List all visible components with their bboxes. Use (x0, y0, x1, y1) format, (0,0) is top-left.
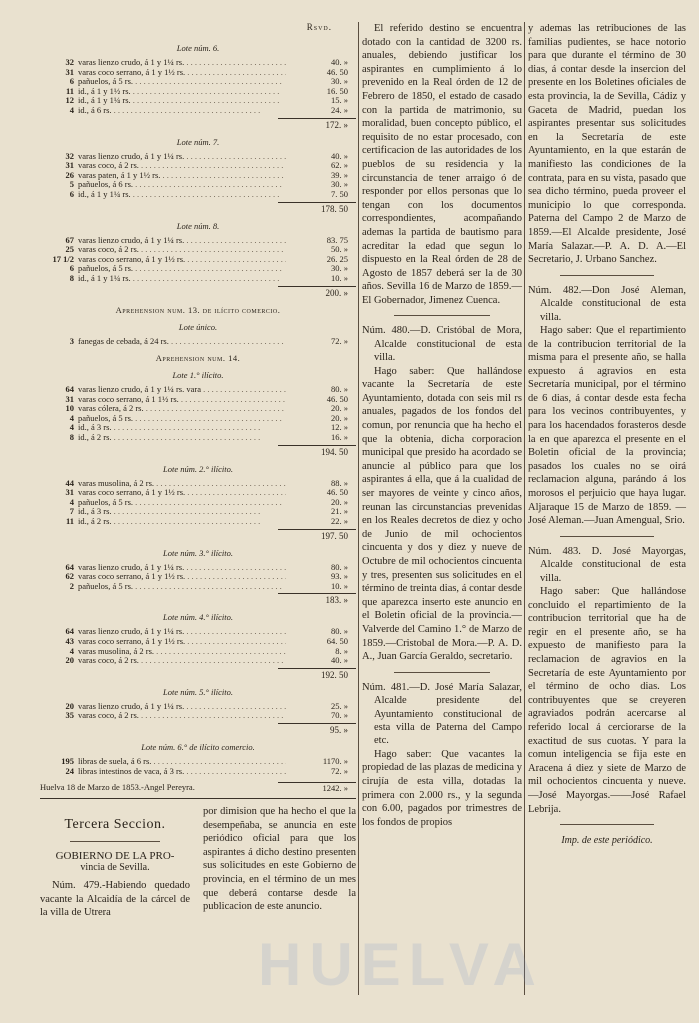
amount-cell: 70. » (331, 710, 348, 721)
description-cell: id., á 2 rs. . . . (78, 433, 286, 443)
quantity-cell: 26 (65, 169, 74, 180)
quantity-cell: 31 (65, 393, 74, 404)
amount-cell: 20. » (331, 403, 348, 414)
amount-cell: 46. 50 (326, 66, 348, 77)
quantity-cell: 64 (65, 561, 74, 572)
description-cell: varas lienzo crudo, á 1 y 1¼ rs. . . . (78, 702, 286, 712)
lot-total-value: 197. 50 (278, 529, 356, 541)
description-cell: varas coco serrano, á 1 y 1½ rs. . . . (78, 255, 286, 265)
description-cell: id., á 1 y 1½ rs. . . . (78, 87, 286, 97)
description-cell: id., á 1 y 1¼ rs. . . . (78, 190, 286, 200)
quantity-cell: 12 (65, 95, 74, 106)
quantity-cell: 31 (65, 160, 74, 171)
notice-480-heading: Núm. 480.—D. Cristóbal de Mora, Alcalde constitucional de esta villa. (362, 325, 522, 364)
amount-cell: 15. » (331, 95, 348, 106)
amount-cell: 39. » (331, 169, 348, 180)
quantity-cell: 4 (69, 104, 74, 115)
description-cell: id., á 1 y 1¼ rs. . . . (78, 274, 286, 284)
table-row (40, 395, 356, 405)
lot-groups (40, 43, 356, 298)
lot-total (40, 445, 356, 457)
description-cell: varas coco serrano, á 1 y 1½ rs. . . . (78, 572, 286, 582)
description-cell: varas coco, á 2 rs. . . . (78, 161, 286, 171)
section-title: Tercera Seccion. (64, 817, 166, 832)
description-cell: libras de suela, á 6 rs. . . . (78, 757, 286, 767)
divider (394, 315, 490, 316)
amount-cell: 80. » (331, 561, 348, 572)
quantity-cell: 62 (65, 571, 74, 582)
quantity-cell: 24 (65, 765, 74, 776)
table-row (40, 423, 356, 433)
description-cell: id., á 3 rs. . . . (78, 423, 286, 433)
divider (560, 824, 655, 825)
amount-cell: 22. » (331, 516, 348, 527)
quantity-cell: 35 (65, 710, 74, 721)
quantity-cell: 10 (65, 403, 74, 414)
amount-cell: 50. » (331, 244, 348, 255)
table-row (40, 96, 356, 106)
description-cell: varas paten, á 1 y 1½ rs. . . . (78, 171, 286, 181)
quantity-cell: 11 (65, 516, 74, 527)
quantity-cell: 17 1/2 (52, 253, 74, 264)
table-row (40, 479, 356, 489)
quantity-cell: 64 (65, 626, 74, 637)
table-row (40, 77, 356, 87)
lot-groups-ilicito (40, 370, 356, 776)
table-row (40, 563, 356, 573)
quantity-cell: 5 (69, 179, 74, 190)
amount-cell: 25. » (331, 700, 348, 711)
description-cell: varas lienzo crudo, á 1 y 1¼ rs. . . . (78, 627, 286, 637)
divider (70, 841, 160, 842)
table-row (40, 152, 356, 162)
table-row: 3 fanegas de cebada, á 24 rs. . . . 72. » (40, 337, 356, 347)
quantity-cell: 67 (65, 234, 74, 245)
divider (40, 798, 356, 799)
description-cell: pañuelos, á 5 rs. . . . (78, 264, 286, 274)
table-row (40, 414, 356, 424)
lot-title: Lote núm. 8. (176, 220, 220, 231)
table-row (40, 656, 356, 666)
table-row (40, 106, 356, 116)
description-cell: id., á 3 rs. . . . (78, 507, 286, 517)
description-cell: varas lienzo crudo, á 1 y 1¼ rs. . . . (78, 236, 286, 246)
lot-total-value: 172. » (278, 118, 356, 130)
column-3 (528, 22, 686, 846)
description-cell: varas coco serrano, á 1 y 1½ rs. . . . (78, 68, 286, 78)
notice-481-text: Hago saber: Que vacantes la propiedad de las plazas de medicina y cirujía de esta villa, dotadas la primera con 2.000 rs., y la segunda con 6.00, pagados por trimestres de los fondos de propios (362, 748, 522, 828)
description-cell: varas musolina, á 2 rs. . . . (78, 479, 286, 489)
amount-cell: 40. » (331, 655, 348, 666)
description-cell: varas coco serrano, á 1 y 1½ rs. . . . (78, 637, 286, 647)
lot-title: Lote núm. 6.° de ilícito comercio. (141, 741, 255, 752)
quantity-cell: 44 (65, 477, 74, 488)
amount-cell: 80. » (331, 626, 348, 637)
lot-title: Lote núm. 5.° ilícito. (163, 686, 233, 697)
notice-482-heading: Núm. 482.—Don José Aleman, Alcalde constitucional de esta villa. (528, 284, 686, 323)
table-row (40, 647, 356, 657)
description-cell: varas lienzo crudo, á 1 y 1¼ rs. vara . . . (78, 385, 286, 395)
description-cell: id., á 1 y 1¼ rs. . . . (78, 96, 286, 106)
quantity-cell: 20 (65, 655, 74, 666)
lot-title: Lote núm. 3.° ilícito. (163, 547, 233, 558)
amount-cell: 10. » (331, 272, 348, 283)
table-row (40, 274, 356, 284)
amount-cell: 40. » (331, 57, 348, 67)
table-row (40, 498, 356, 508)
table-row (40, 255, 356, 265)
lot-total-value: 200. » (278, 286, 356, 298)
amount-cell: 20. » (331, 412, 348, 423)
amount-cell: 26. 25 (326, 253, 348, 264)
amount-cell: 16. 50 (326, 85, 348, 96)
quantity-cell: 6 (69, 76, 74, 87)
amount-cell: 7. 50 (331, 188, 348, 199)
table-row (40, 572, 356, 582)
gov-title: GOBIERNO DE LA PRO- (55, 850, 175, 862)
lot-total-value: 183. » (278, 593, 356, 605)
table-row (40, 404, 356, 414)
table-row (40, 68, 356, 78)
description-cell: varas coco serrano, á 1 1½ rs. . . . (78, 395, 286, 405)
description-cell: varas coco, á 2 rs. . . . (78, 245, 286, 255)
description-cell: id., á 6 rs. . . . (78, 106, 286, 116)
description-cell: varas lienzo crudo, á 1 y 1¼ rs. . . . (78, 152, 286, 162)
table-row (40, 433, 356, 443)
quantity-cell: 11 (65, 85, 74, 96)
table-row (40, 702, 356, 712)
quantity-cell: 20 (65, 700, 74, 711)
quantity-cell: 32 (65, 57, 74, 67)
lote-unico-title: Lote único. (178, 321, 218, 332)
lot-title: Lote núm. 6. (176, 43, 220, 53)
quantity-cell: 31 (65, 487, 74, 498)
amount-cell: 46. 50 (326, 487, 348, 498)
amount-cell: 30. » (331, 263, 348, 274)
amount-cell: 72. » (331, 765, 348, 776)
imprint: Imp. de este periódico. (561, 835, 653, 847)
notice-482-text: Hago saber: Que el repartimiento de la contribucion territorial de la misma para el presente año, se halla expuesto á agravios en esta Secretaría municipal, por el término de 6 dias, á contar desde esta fecha para los vecinos contribuyentes, y para los hacendados forasteros desde la en que aparezca el presente en el Boletin oficial de la provincia; pasados los cuales no se oirá reclamacion alguna, parándo á los morosos el perjuicio que haya lugar. Aljaraque 15 de Marzo de 1859. —José Aleman.—Juan Amengual, Srio. (528, 324, 686, 527)
description-cell: varas coco, á 2 rs. . . . (78, 711, 286, 721)
description-cell: pañuelos, á 6 rs. . . . (78, 180, 286, 190)
lot-title: Lote núm. 2.° ilícito. (163, 463, 233, 474)
table-row (40, 264, 356, 274)
table-row (40, 87, 356, 97)
amount-cell: 12. » (331, 422, 348, 433)
description-cell: pañuelos, á 5 rs. . . . (78, 77, 286, 87)
quantity-cell: 8 (69, 432, 74, 443)
notice-481-heading: Núm. 481.—D. José María Salazar, Alcalde presidente del Ayuntamiento constitucional de esta villa de Paterna del Campo etc. (362, 681, 522, 747)
description-cell: varas cólera, á 2 rs. . . . (78, 404, 286, 414)
lot-title: Lote núm. 7. (176, 136, 220, 147)
description-cell: varas lienzo crudo, á 1 y 1¼ rs. . . . (78, 58, 286, 68)
notice-479-text: El referido destino se encuentra dotado con la cantidad de 3200 rs. anuales, debiendo justificar los aspirantes en cumplimiento á lo prevenido en la Real órden de 12 de Febrero de 1850, el estado de casado con la partida de matrimonio, su moralidad, buen concepto público, el requisito de no estar procesado, con certificacion de las autoridades de los pueblos de su residencia y la circunstancia de tener arraigo ó de responder por ellos personas que lo tengan con los documentos correspondientes, acompañando ademas la partida de bautismo para acreditar la edad que segun lo dispuesto en la Real órden de 28 de Agosto de 1857 deberá ser la de 30 años. Sevilla 16 de Marzo de 1859.—El Gobernador, Jimenez Cuenca. (362, 23, 522, 306)
table-row (40, 236, 356, 246)
table-row (40, 171, 356, 181)
description-cell: libras intestinos de vaca, á 3 rs. . . . (78, 767, 286, 777)
lot-total (40, 529, 356, 541)
description-cell: pañuelos, á 5 rs. . . . (78, 414, 286, 424)
amount-cell: 80. » (331, 384, 348, 395)
quantity-cell: 6 (69, 263, 74, 274)
table-row (40, 488, 356, 498)
description-cell: varas coco serrano, á 1 y 1½ rs. . . . (78, 488, 286, 498)
lot-total (40, 118, 356, 130)
quantity-cell: 195 (61, 755, 74, 766)
gov-subtitle: vincia de Sevilla. (80, 862, 150, 873)
description-cell: pañuelos, á 5 rs. . . . (78, 582, 286, 592)
divider (394, 672, 490, 673)
auction-table (40, 22, 356, 804)
amount-cell: 16. » (331, 432, 348, 443)
table-row (40, 767, 356, 777)
lot-total (40, 286, 356, 298)
aprehension-14: Aprehension num. 14. (155, 353, 241, 364)
table-row (40, 627, 356, 637)
quantity-cell: 2 (69, 580, 74, 591)
lot-total-value: 194. 50 (278, 445, 356, 457)
quantity-cell: 31 (65, 66, 74, 77)
amount-cell: 21. » (331, 506, 348, 517)
lot-title: Lote núm. 4.° ilícito. (163, 612, 233, 623)
table-row (40, 245, 356, 255)
lot-total (40, 202, 356, 214)
quantity-cell: 6 (69, 188, 74, 199)
lot-total (40, 593, 356, 605)
table-row (40, 582, 356, 592)
amount-cell: 46. 50 (326, 393, 348, 404)
quantity-cell: 43 (65, 636, 74, 646)
table-signature: Huelva 18 de Marzo de 1853.-Angel Pereyra. 1242. » (40, 782, 356, 793)
quantity-cell: 32 (65, 150, 74, 161)
quantity-cell: 4 (69, 422, 74, 433)
amount-cell: 30. » (331, 76, 348, 87)
description-cell: pañuelos, á 5 rs. . . . (78, 498, 286, 508)
table-row (40, 637, 356, 647)
description-cell: varas musolina, á 2 rs. . . . (78, 647, 286, 657)
column-rule-2 (524, 22, 525, 995)
table-row (40, 757, 356, 767)
quantity-cell: 25 (65, 244, 74, 255)
amount-cell: 24. » (331, 104, 348, 115)
amount-cell: 64. 50 (326, 636, 348, 646)
table-row (40, 507, 356, 517)
description-cell: id., á 2 rs. . . . (78, 517, 286, 527)
table-row (40, 711, 356, 721)
column-rule-1 (358, 22, 359, 995)
notice-479-continued: por dimision que ha hecho el que la desempeñaba, se anuncia en este periódico oficial para que los aspirantes á dicho destino presenten sus solicitudes en este Gobierno de provincia, en el término de un mes que deberá contarse desde la publicacion de este anuncio. (203, 806, 356, 913)
lot-total-value: 178. 50 (278, 202, 356, 214)
amount-cell: 40. » (331, 150, 348, 161)
notice-483-heading: Núm. 483. D. José Mayorgas, Alcalde constitucional de esta villa. (528, 545, 686, 584)
table-row (40, 517, 356, 527)
quantity-cell: 4 (69, 412, 74, 423)
library-watermark: HUELVA (258, 931, 544, 998)
amount-cell: 88. » (331, 477, 348, 488)
lot-total (40, 723, 356, 735)
column-2 (362, 22, 522, 829)
notice-480-text: Hago saber: Que hallándose vacante la Secretaría de este Ayuntamiento, dotada con seis mil rs anuales, pagados de los fondos del comun, por renuncia que ha hecho el que la obtenia, dicha corporacion municipal que presido ha acordado se anuncie al público para que los aspirantes á ella, que á la cualidad de ser mayores de veinte y cinco años, reunan las circunstancias prevenidas en los Reales decretos de diez y ocho de Junio de mil ochocientos cincuenta y dos y diez y nueve de Octubre de mil ochocientos cincuenta y tres, presenten sus solicitudes en el término de treinta dias, á contar desde que aparezca inserto este anuncio en el Boletin oficial de la provincia.—Valverde del Camino 1.° de Marzo de 1859.—Cristobal de Mora.—P. A. D. A., Juan García Geraldo, secretario. (362, 365, 522, 663)
amount-cell: 30. » (331, 179, 348, 190)
quantity-cell: 4 (69, 645, 74, 656)
quantity-cell: 4 (69, 496, 74, 507)
notice-479-a: Núm. 479.-Habiendo quedado vacante la Alcaidía de la cárcel de la villa de Utrera (40, 880, 190, 919)
lot-total-value: 95. » (278, 723, 356, 735)
lot-title: Lote 1.° ilícito. (172, 370, 224, 381)
tercera-seccion (40, 805, 190, 920)
amount-cell: 1170. » (322, 755, 348, 766)
table-row (40, 190, 356, 200)
table-row (40, 180, 356, 190)
description-cell: varas coco, á 2 rs. . . . (78, 656, 286, 666)
notice-481-continued: y ademas las retribuciones de las familias pudientes, se hace notorio para que durante el término de 30 dias, á contar desde la insercion del presente en los Boletines oficiales de esta provincia, la de Sevilla, Cádiz y Gaceta de Madrid, puedan los aspirantes presentar sus solicitudes en la Secretaría de este Ayuntamiento, en la que estarán de manifiesto las condiciones de la contrata, para en su vista, pasado que sea dicho término, pueda proveer el municipio lo que corresponda. Paterna del Campo 2 de Marzo de 1859.—El Alcalde presidente, José María Salazar.—P. A. D. A.—El Secretario, J. Urbano Sanchez. (528, 23, 686, 266)
amount-cell: 10. » (331, 580, 348, 591)
amount-cell: 8. » (335, 645, 348, 656)
lot-total-value: 192. 50 (278, 668, 356, 680)
quantity-cell: 8 (69, 272, 74, 283)
quantity-cell: 64 (65, 384, 74, 395)
table-header: Rsvd. (306, 22, 332, 32)
aprehension-13: Aprehension num. 13. de ilícito comercio. (115, 304, 281, 315)
amount-cell: 83. 75 (326, 234, 348, 245)
amount-cell: 93. » (331, 571, 348, 582)
table-row (40, 58, 356, 68)
divider (560, 536, 655, 537)
table-row (40, 385, 356, 395)
quantity-cell: 7 (69, 506, 74, 517)
lot-total (40, 668, 356, 680)
amount-cell: 20. » (331, 496, 348, 507)
divider (560, 275, 655, 276)
table-row (40, 161, 356, 171)
amount-cell: 62. » (331, 160, 348, 171)
notice-483-text: Hago saber: Que hallándose concluido el repartimiento de la contribucion territorial que ha de regir en el presente año, se ha expuesto de manifiesto para la reclamacion de agravios en la Secretaría de este Ayuntamiento por el término de ocho dias. Los contribuyentes que se creyeren agraviados podrán acercarse al referido local á cerciorarse de la exactitud de sus cuotas. Y para la comun inteligencia se fija este en Aracena á diez y siete de Marzo de mil ochocientos cincuenta y nueve.—José Mayorgas.——José Rafael Lebrija. (528, 586, 686, 815)
description-cell: varas lienzo crudo, á 1 y 1¼ rs. . . . (78, 563, 286, 573)
